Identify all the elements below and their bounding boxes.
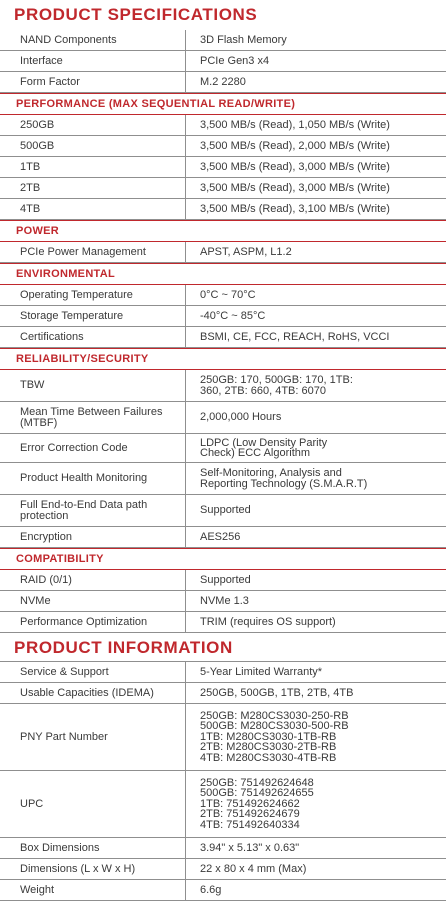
row-value-line: 4TB: 751492640334 (200, 818, 300, 831)
table-row (0, 495, 446, 527)
row-label: Certifications (0, 327, 186, 347)
table-row (0, 178, 446, 199)
row-label: TBW (0, 370, 186, 401)
row-value: BSMI, CE, FCC, REACH, RoHS, VCCI (200, 330, 390, 343)
table-row (0, 771, 446, 838)
row-value-line: LDPC (Low Density Parity (200, 436, 328, 449)
table-row (0, 880, 446, 901)
table-row (0, 683, 446, 704)
row-value: TRIM (requires OS support) (200, 615, 336, 628)
row-value: 3,500 MB/s (Read), 2,000 MB/s (Write) (200, 139, 390, 152)
table-row (0, 51, 446, 72)
row-label: UPC (0, 771, 186, 837)
table-row (0, 570, 446, 591)
row-value: 250GB, 500GB, 1TB, 2TB, 4TB (200, 686, 354, 699)
section-header-environmental: ENVIRONMENTAL (0, 263, 446, 285)
row-value-line: 250GB: 751492624648 (200, 776, 314, 789)
row-label: 500GB (0, 136, 186, 156)
row-value-line: 500GB: M280CS3030-500-RB (200, 720, 349, 733)
section-header-performance: PERFORMANCE (MAX SEQUENTIAL READ/WRITE) (0, 93, 446, 115)
table-row (0, 591, 446, 612)
row-label: Product Health Monitoring (0, 463, 186, 494)
table-row (0, 30, 446, 51)
row-label: Box Dimensions (0, 838, 186, 858)
row-value: 3.94" x 5.13" x 0.63" (200, 841, 300, 854)
row-label: 2TB (0, 178, 186, 198)
row-value: 22 x 80 x 4 mm (Max) (200, 862, 307, 875)
row-label: Usable Capacities (IDEMA) (0, 683, 186, 703)
row-value-line: 2TB: M280CS3030-2TB-RB (200, 741, 337, 754)
row-value: M.2 2280 (200, 75, 246, 88)
row-value-line: 250GB: 170, 500GB: 170, 1TB: (200, 374, 353, 386)
reliability-table (0, 370, 446, 548)
table-row (0, 434, 446, 463)
table-row (0, 285, 446, 306)
row-label: Mean Time Between Failures (MTBF) (0, 402, 186, 433)
row-value: 3,500 MB/s (Read), 1,050 MB/s (Write) (200, 118, 390, 131)
table-row (0, 327, 446, 348)
table-row (0, 402, 446, 434)
table-row (0, 463, 446, 495)
row-value-line: 1TB: 751492624662 (200, 797, 300, 810)
row-value: 2,000,000 Hours (200, 411, 282, 424)
compatibility-table (0, 570, 446, 633)
row-label: 1TB (0, 157, 186, 177)
row-label: Storage Temperature (0, 306, 186, 326)
row-label: Performance Optimization (0, 612, 186, 632)
row-value: -40°C ~ 85°C (200, 309, 266, 322)
row-label: Dimensions (L x W x H) (0, 859, 186, 879)
row-value-line: 360, 2TB: 660, 4TB: 6070 (200, 384, 326, 397)
row-label: 250GB (0, 115, 186, 135)
row-label: NAND Components (0, 30, 186, 50)
row-value: NVMe 1.3 (200, 594, 249, 607)
table-row (0, 157, 446, 178)
info-table (0, 661, 446, 901)
table-row (0, 199, 446, 220)
row-label: PNY Part Number (0, 704, 186, 770)
power-table (0, 242, 446, 263)
row-label: NVMe (0, 591, 186, 611)
section-header-reliability: RELIABILITY/SECURITY (0, 348, 446, 370)
row-value: APST, ASPM, L1.2 (200, 245, 292, 258)
row-value: Supported (200, 573, 251, 586)
row-value: 6.6g (200, 883, 222, 896)
row-value-line: Check) ECC Algorithm (200, 447, 311, 459)
table-row (0, 306, 446, 327)
row-label: Encryption (0, 527, 186, 547)
spec-title: PRODUCT SPECIFICATIONS (14, 5, 258, 24)
row-value: 3,500 MB/s (Read), 3,000 MB/s (Write) (200, 181, 390, 194)
row-value: AES256 (200, 530, 241, 543)
table-row (0, 612, 446, 633)
section-header-power: POWER (0, 220, 446, 242)
row-value: 3,500 MB/s (Read), 3,100 MB/s (Write) (200, 202, 390, 215)
environmental-table (0, 285, 446, 348)
table-row (0, 115, 446, 136)
row-label: Full End-to-End Data path protection (0, 495, 186, 526)
table-row (0, 72, 446, 93)
performance-table (0, 115, 446, 220)
row-value-line: 500GB: 751492624655 (200, 787, 314, 800)
section-header-compatibility: COMPATIBILITY (0, 548, 446, 570)
row-label: Error Correction Code (0, 434, 186, 462)
table-row (0, 527, 446, 548)
table-row (0, 662, 446, 683)
row-value: 0°C ~ 70°C (200, 288, 256, 301)
table-row (0, 838, 446, 859)
row-value-line: Self-Monitoring, Analysis and (200, 467, 342, 479)
row-value: 3,500 MB/s (Read), 3,000 MB/s (Write) (200, 160, 390, 173)
table-row (0, 704, 446, 771)
row-value-line: 250GB: M280CS3030-250-RB (200, 709, 349, 722)
table-row (0, 242, 446, 263)
row-label: Weight (0, 880, 186, 900)
row-label: Interface (0, 51, 186, 71)
row-label: Service & Support (0, 662, 186, 682)
row-value-line: 4TB: M280CS3030-4TB-RB (200, 751, 337, 764)
row-value-line: Reporting Technology (S.M.A.R.T) (200, 477, 368, 490)
row-label: Operating Temperature (0, 285, 186, 305)
row-value-line: 2TB: 751492624679 (200, 808, 300, 821)
row-value-line: 1TB: M280CS3030-1TB-RB (200, 730, 337, 743)
row-label: RAID (0/1) (0, 570, 186, 590)
general-table (0, 30, 446, 93)
row-value: 3D Flash Memory (200, 33, 287, 46)
row-label: Form Factor (0, 72, 186, 92)
row-value: Supported (200, 504, 251, 517)
row-value: 5-Year Limited Warranty* (200, 665, 323, 678)
row-label: PCIe Power Management (0, 242, 186, 262)
info-title: PRODUCT INFORMATION (14, 638, 233, 657)
table-row (0, 136, 446, 157)
row-label: 4TB (0, 199, 186, 219)
row-value: PCIe Gen3 x4 (200, 54, 270, 67)
table-row (0, 370, 446, 402)
